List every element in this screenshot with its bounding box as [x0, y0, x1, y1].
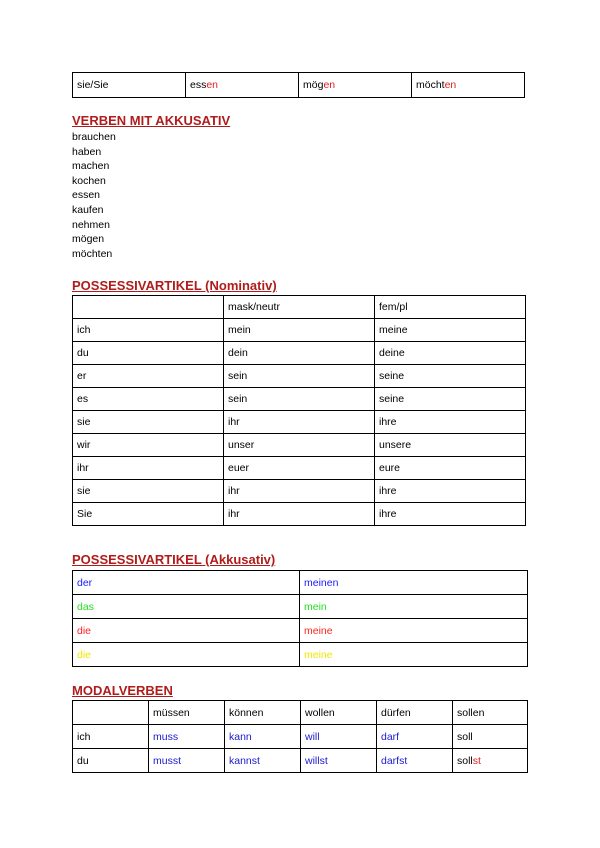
cell-stem: möcht: [416, 79, 445, 91]
header-cell: wollen: [301, 701, 377, 725]
list-item: machen: [72, 160, 110, 173]
header-cell: können: [225, 701, 301, 725]
table-row: [73, 480, 526, 503]
table-cell: seine: [375, 365, 526, 388]
modalverben-heading: MODALVERBEN: [72, 683, 173, 698]
table-header-row: [73, 701, 528, 725]
table-row: [73, 388, 526, 411]
table-cell: meine: [375, 319, 526, 342]
table-cell: es: [73, 388, 224, 411]
table-cell: [299, 73, 412, 98]
cell-stem: muss: [153, 730, 179, 743]
cell-ending: en: [444, 79, 457, 91]
cell-ending: en: [206, 79, 219, 91]
table-cell: eure: [375, 457, 526, 480]
table-row: [73, 595, 528, 619]
cell-stem: darf: [381, 730, 400, 743]
table-cell: [149, 749, 225, 773]
cell-stem: du: [77, 754, 89, 767]
article-cell: der: [73, 571, 300, 595]
table-row: [73, 503, 526, 526]
table-row: [73, 411, 526, 434]
table-row: [73, 342, 526, 365]
cell-stem: sie/Sie: [77, 79, 109, 91]
table-cell: dein: [224, 342, 375, 365]
cell-stem: musst: [153, 754, 182, 767]
akkusativ-verbs-heading: VERBEN MIT AKKUSATIV: [72, 113, 231, 128]
list-item: möchten: [72, 247, 113, 260]
table-cell: ihre: [375, 503, 526, 526]
table-cell: ihre: [375, 411, 526, 434]
header-cell: [73, 701, 149, 725]
akkusativ-verbs-list: [72, 130, 116, 261]
article-cell: die: [73, 619, 300, 643]
possessiv-akkusativ-table: [72, 570, 528, 667]
table-cell: seine: [375, 388, 526, 411]
table-row: [73, 434, 526, 457]
cell-stem: darfst: [381, 754, 408, 767]
table-cell: [301, 725, 377, 749]
cell-ending: en: [323, 79, 336, 91]
cell-stem: mög: [303, 79, 324, 91]
cell-stem: soll: [457, 730, 473, 743]
table-cell: sie: [73, 411, 224, 434]
list-item: kaufen: [72, 203, 104, 216]
table-cell: Sie: [73, 503, 224, 526]
list-item: haben: [72, 145, 102, 158]
list-item: essen: [72, 189, 101, 202]
table-cell: [186, 73, 299, 98]
table-cell: sein: [224, 365, 375, 388]
table-cell: ihr: [224, 411, 375, 434]
table-row: [73, 457, 526, 480]
table-cell: ihr: [73, 457, 224, 480]
table-cell: [225, 725, 301, 749]
table-cell: [377, 725, 453, 749]
header-cell: müssen: [149, 701, 225, 725]
table-cell: [149, 725, 225, 749]
possessive-form-cell: mein: [300, 595, 528, 619]
cell-stem: soll: [457, 754, 473, 767]
table-cell: [301, 749, 377, 773]
conjugation-row-table: [72, 72, 525, 98]
possessive-form-cell: meine: [300, 619, 528, 643]
article-cell: die: [73, 643, 300, 667]
table-cell: er: [73, 365, 224, 388]
table-cell: unser: [224, 434, 375, 457]
possessiv-nominativ-table: [72, 295, 526, 526]
table-cell: [412, 73, 525, 98]
table-cell: du: [73, 342, 224, 365]
table-cell: ihr: [224, 480, 375, 503]
cell-ending: st: [472, 754, 481, 767]
table-header-row: [73, 296, 526, 319]
possessiv-nominativ-heading: POSSESSIVARTIKEL (Nominativ): [72, 278, 277, 293]
table-cell: [453, 749, 528, 773]
table-cell: ich: [73, 319, 224, 342]
header-cell: sollen: [453, 701, 528, 725]
cell-stem: ich: [77, 730, 91, 743]
modalverben-table: [72, 700, 528, 773]
table-row: [73, 749, 528, 773]
possessive-form-cell: meinen: [300, 571, 528, 595]
table-cell: ihre: [375, 480, 526, 503]
table-cell: unsere: [375, 434, 526, 457]
table-row: [73, 619, 528, 643]
cell-stem: kannst: [229, 754, 260, 767]
table-row: [73, 319, 526, 342]
header-cell: dürfen: [377, 701, 453, 725]
table-cell: [73, 749, 149, 773]
table-cell: [225, 749, 301, 773]
table-cell: deine: [375, 342, 526, 365]
possessive-form-cell: meine: [300, 643, 528, 667]
table-cell: ihr: [224, 503, 375, 526]
cell-stem: ess: [190, 79, 207, 91]
table-cell: euer: [224, 457, 375, 480]
table-cell: [377, 749, 453, 773]
article-cell: das: [73, 595, 300, 619]
list-item: brauchen: [72, 131, 116, 143]
table-cell: [453, 725, 528, 749]
table-row: [73, 365, 526, 388]
table-cell: wir: [73, 434, 224, 457]
list-item: kochen: [72, 174, 106, 187]
header-cell: mask/neutr: [224, 296, 375, 319]
cell-stem: willst: [305, 754, 328, 767]
table-cell: sein: [224, 388, 375, 411]
list-item: mögen: [72, 233, 105, 246]
header-cell: fem/pl: [375, 296, 526, 319]
table-row: [73, 725, 528, 749]
cell-stem: kann: [229, 730, 252, 743]
cell-stem: will: [305, 730, 320, 743]
table-row: [73, 73, 525, 98]
table-cell: sie: [73, 480, 224, 503]
possessiv-akkusativ-heading: POSSESSIVARTIKEL (Akkusativ): [72, 552, 276, 567]
table-cell: mein: [224, 319, 375, 342]
table-cell: [73, 73, 186, 98]
table-cell: [73, 725, 149, 749]
table-row: [73, 571, 528, 595]
table-row: [73, 643, 528, 667]
list-item: nehmen: [72, 218, 110, 231]
header-cell: [73, 296, 224, 319]
